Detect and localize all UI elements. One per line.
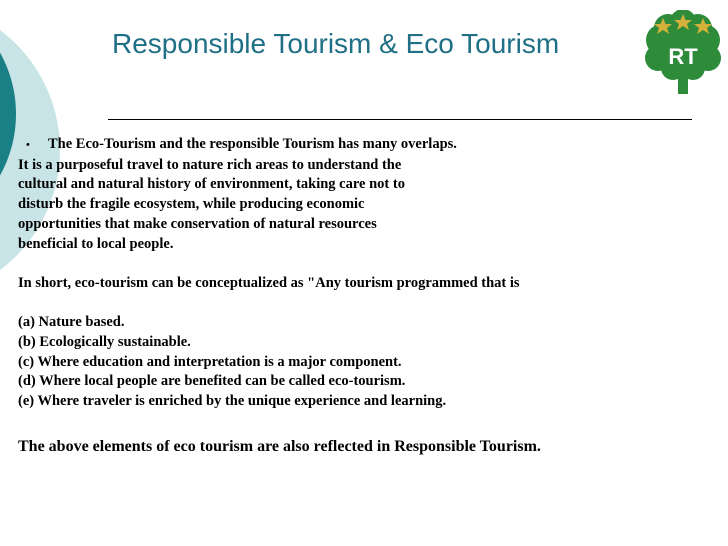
title-divider	[108, 119, 692, 120]
criteria-item: (a) Nature based.	[18, 314, 125, 331]
rt-tree-logo	[638, 10, 728, 96]
criteria-item: (e) Where traveler is enriched by the unique experience and learning.	[18, 393, 447, 410]
summary-line: In short, eco-tourism can be conceptualized as "Any tourism programmed that is	[18, 274, 520, 291]
logo-text: RT	[668, 44, 698, 69]
slide-body	[18, 135, 708, 412]
criteria-item: (b) Ecologically sustainable.	[18, 334, 191, 350]
intro-line: opportunities that make conservation of natural resources	[18, 215, 377, 232]
closing-statement: The above elements of eco tourism are also reflected in Responsible Tourism.	[18, 438, 541, 455]
intro-line: The Eco-Tourism and the responsible Tourism has many overlaps.	[48, 136, 457, 152]
criteria-item: (d) Where local people are benefited can be called eco-tourism.	[18, 373, 406, 390]
intro-line: cultural and natural history of environment, taking care not to	[18, 176, 405, 193]
intro-line: beneficial to local people.	[18, 235, 174, 252]
bullet-icon: •	[26, 139, 30, 151]
slide-title: Responsible Tourism & Eco Tourism	[112, 28, 560, 59]
intro-line: It is a purposeful travel to nature rich areas to understand the	[18, 156, 402, 173]
criteria-item: (c) Where education and interpretation is a major component.	[18, 353, 402, 370]
intro-line: disturb the fragile ecosystem, while producing economic	[18, 196, 365, 213]
bullet-line	[18, 135, 708, 156]
